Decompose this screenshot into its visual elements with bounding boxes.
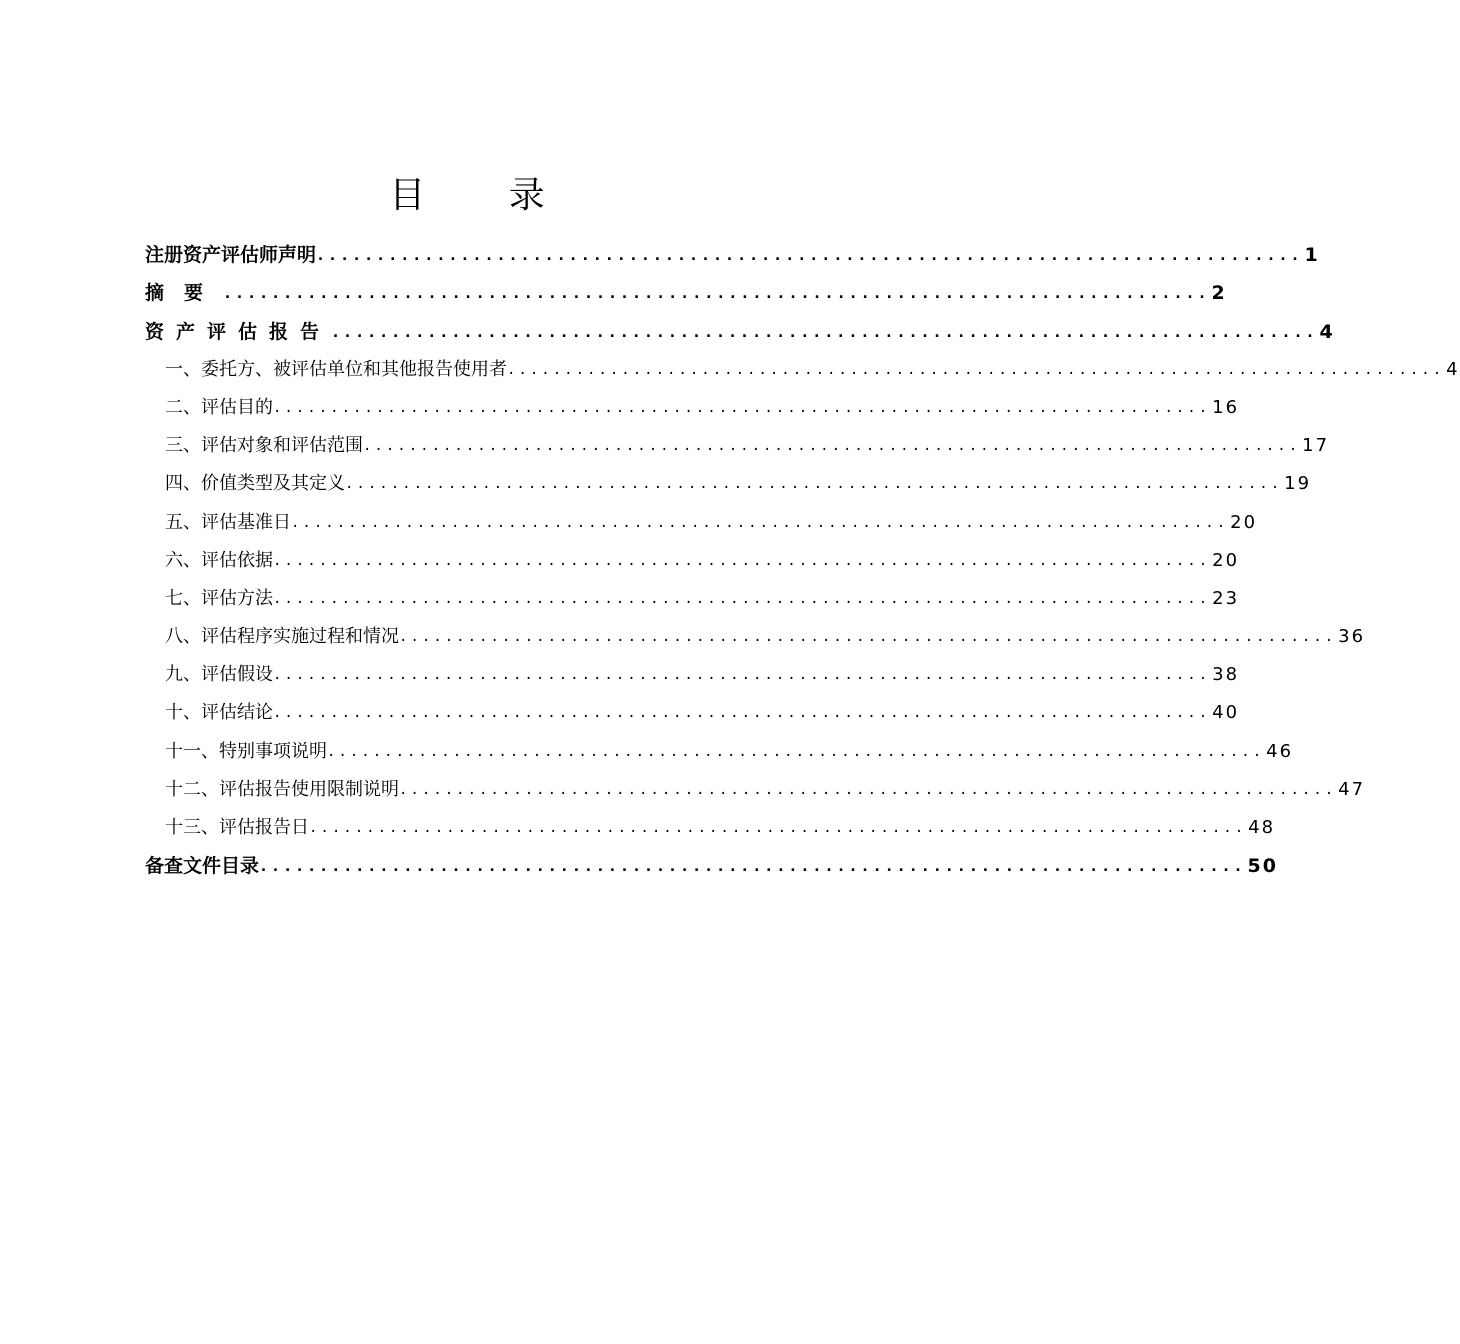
toc-entry[interactable] xyxy=(145,497,1258,535)
toc-entry[interactable] xyxy=(145,306,1335,344)
toc-entry[interactable] xyxy=(145,841,1278,879)
toc-entry-label: 二、评估目的 xyxy=(165,396,273,418)
toc-entry-label: 资产评估报告 xyxy=(145,320,332,343)
toc-entry-page: 20 xyxy=(1212,549,1240,571)
toc-entry-page: 20 xyxy=(1230,511,1258,533)
dot-leader: .................................................................................. xyxy=(327,743,1265,760)
toc-entry-label: 八、评估程序实施过程和情况 xyxy=(165,626,399,648)
toc-entry-label: 十三、评估报告日 xyxy=(165,817,309,838)
dot-leader: .................................................................................. xyxy=(507,361,1445,378)
toc-entry[interactable] xyxy=(145,230,1320,268)
toc-entry-page: 36 xyxy=(1338,626,1366,648)
toc-entry-page: 17 xyxy=(1302,435,1330,457)
toc-entry-page: 23 xyxy=(1212,587,1240,609)
toc-entry-page: 16 xyxy=(1212,396,1240,418)
toc-entry-label: 一、委托方、被评估单位和其他报告使用者 xyxy=(165,358,507,380)
toc-entry-page: 1 xyxy=(1304,244,1320,267)
dot-leader: .................................................................................. xyxy=(363,438,1301,455)
dot-leader: .................................................................................. xyxy=(223,284,1210,303)
dot-leader: .................................................................................. xyxy=(273,667,1211,684)
toc-entry-label: 九、评估假设 xyxy=(165,664,273,686)
toc-entry-label: 四、价值类型及其定义 xyxy=(165,473,345,495)
toc-title: 目 录 xyxy=(389,175,581,216)
toc-entry[interactable] xyxy=(145,650,1240,688)
toc-entry[interactable] xyxy=(145,268,1227,306)
dot-leader: .................................................................................. xyxy=(273,552,1211,569)
toc-entry-page: 48 xyxy=(1248,817,1276,838)
dot-leader: .................................................................................. xyxy=(259,857,1246,876)
toc-entry-page: 2 xyxy=(1211,282,1227,305)
toc-entry-label: 摘要 xyxy=(145,282,224,305)
toc-entry-label: 备查文件目录 xyxy=(145,855,260,878)
dot-leader: .................................................................................. xyxy=(309,820,1247,836)
toc-entry-page: 19 xyxy=(1284,473,1312,495)
toc-entry-label: 六、评估依据 xyxy=(165,549,273,571)
toc-entry-label: 五、评估基准日 xyxy=(165,511,291,533)
toc-entry-label: 十二、评估报告使用限制说明 xyxy=(165,778,399,800)
toc-entry-page: 50 xyxy=(1247,855,1278,878)
dot-leader: .................................................................................. xyxy=(273,705,1211,722)
toc-entry-page: 40 xyxy=(1212,702,1240,724)
toc-entry-page: 38 xyxy=(1212,664,1240,686)
toc-entry-page: 47 xyxy=(1338,778,1366,800)
dot-leader: .................................................................................. xyxy=(273,590,1211,607)
dot-leader: .................................................................................. xyxy=(345,476,1283,493)
toc-entry[interactable] xyxy=(145,688,1240,726)
dot-leader: .................................................................................. xyxy=(399,629,1337,646)
toc-entry[interactable] xyxy=(145,345,1460,383)
toc-entry-label: 十、评估结论 xyxy=(165,702,273,724)
toc-entry[interactable] xyxy=(145,421,1330,459)
toc-entry-page: 46 xyxy=(1266,740,1294,762)
toc-entry[interactable] xyxy=(145,803,1276,841)
table-of-contents xyxy=(145,230,1460,879)
dot-leader: .................................................................................. xyxy=(331,322,1318,341)
toc-entry[interactable] xyxy=(145,726,1294,764)
dot-leader: .................................................................................. xyxy=(291,514,1229,531)
toc-entry[interactable] xyxy=(145,765,1366,803)
toc-entry-label: 三、评估对象和评估范围 xyxy=(165,435,363,457)
toc-entry[interactable] xyxy=(145,536,1240,574)
toc-entry-label: 七、评估方法 xyxy=(165,587,273,609)
dot-leader: .................................................................................. xyxy=(316,246,1303,265)
dot-leader: .................................................................................. xyxy=(399,781,1337,798)
toc-entry-page: 4 xyxy=(1319,320,1335,343)
toc-entry-page: 4 xyxy=(1446,358,1460,380)
toc-entry[interactable] xyxy=(145,574,1240,612)
toc-entry-label: 十一、特别事项说明 xyxy=(165,740,327,762)
toc-entry[interactable] xyxy=(145,612,1366,650)
toc-entry[interactable] xyxy=(145,383,1240,421)
toc-entry[interactable] xyxy=(145,459,1312,497)
dot-leader: .................................................................................. xyxy=(273,399,1211,416)
toc-entry-label: 注册资产评估师声明 xyxy=(145,244,317,267)
